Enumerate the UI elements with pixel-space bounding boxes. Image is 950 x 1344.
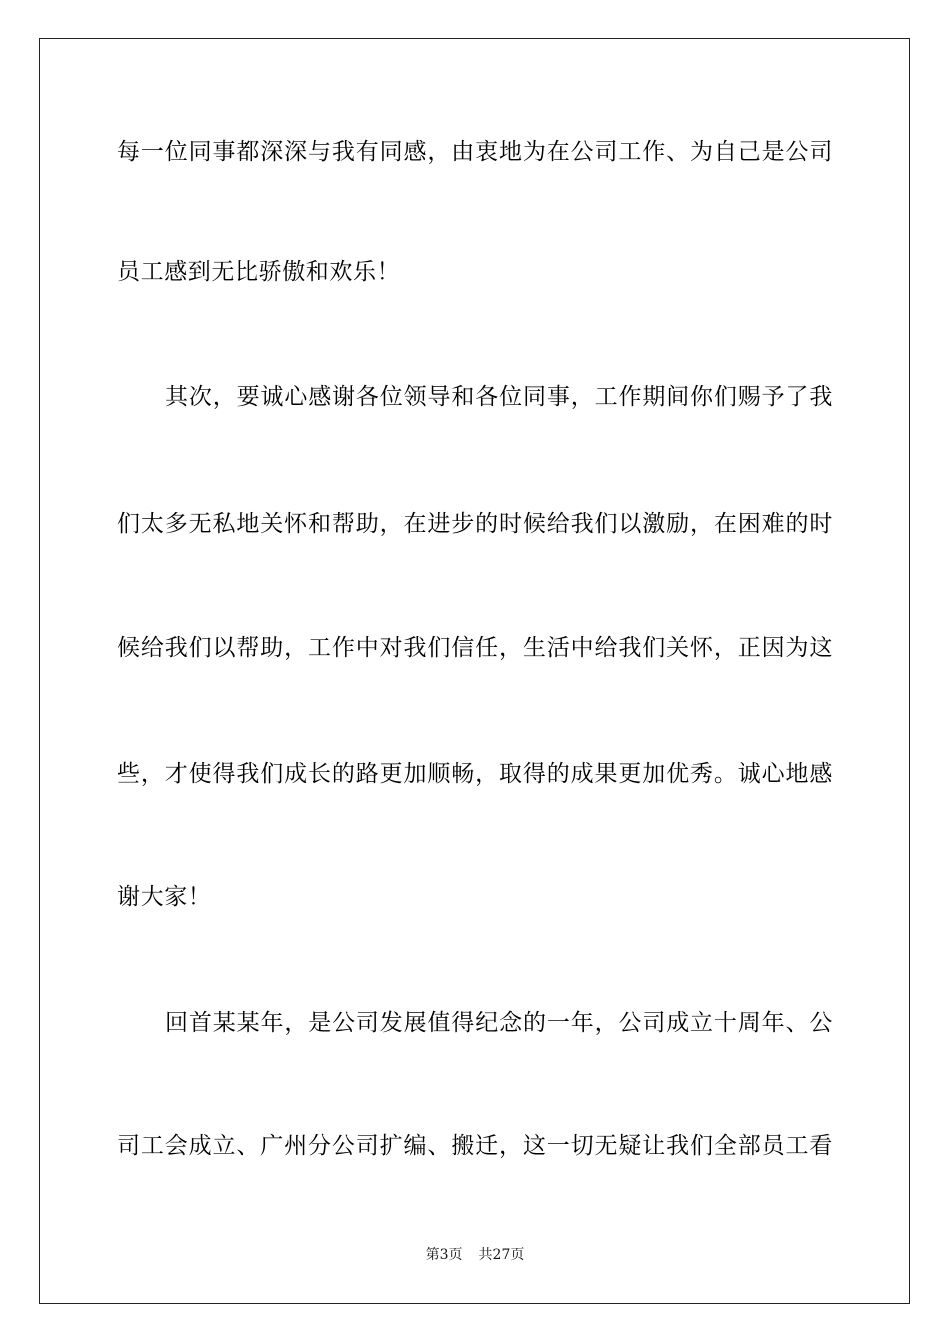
text-line-1: 每一位同事都深深与我有同感，由衷地为在公司工作、为自己是公司 <box>117 139 833 165</box>
page-total: 共27页 <box>478 1247 525 1263</box>
page-number: 第3页 <box>425 1247 463 1263</box>
page-footer <box>0 1245 950 1265</box>
text-line-8: 回首某某年，是公司发展值得纪念的一年，公司成立十周年、公 <box>165 1010 833 1036</box>
text-line-4: 们太多无私地关怀和帮助，在进步的时候给我们以激励，在困难的时 <box>117 511 833 537</box>
text-line-3: 其次，要诚心感谢各位领导和各位同事，工作期间你们赐予了我 <box>165 384 833 410</box>
text-line-5: 候给我们以帮助，工作中对我们信任，生活中给我们关怀，正因为这 <box>117 635 833 661</box>
text-line-6: 些，才使得我们成长的路更加顺畅，取得的成果更加优秀。诚心地感 <box>117 761 833 787</box>
text-line-2: 员工感到无比骄傲和欢乐！ <box>117 259 401 285</box>
text-line-7: 谢大家！ <box>117 884 212 910</box>
page-border <box>39 38 910 1304</box>
text-line-9: 司工会成立、广州分公司扩编、搬迁，这一切无疑让我们全部员工看 <box>117 1133 833 1159</box>
